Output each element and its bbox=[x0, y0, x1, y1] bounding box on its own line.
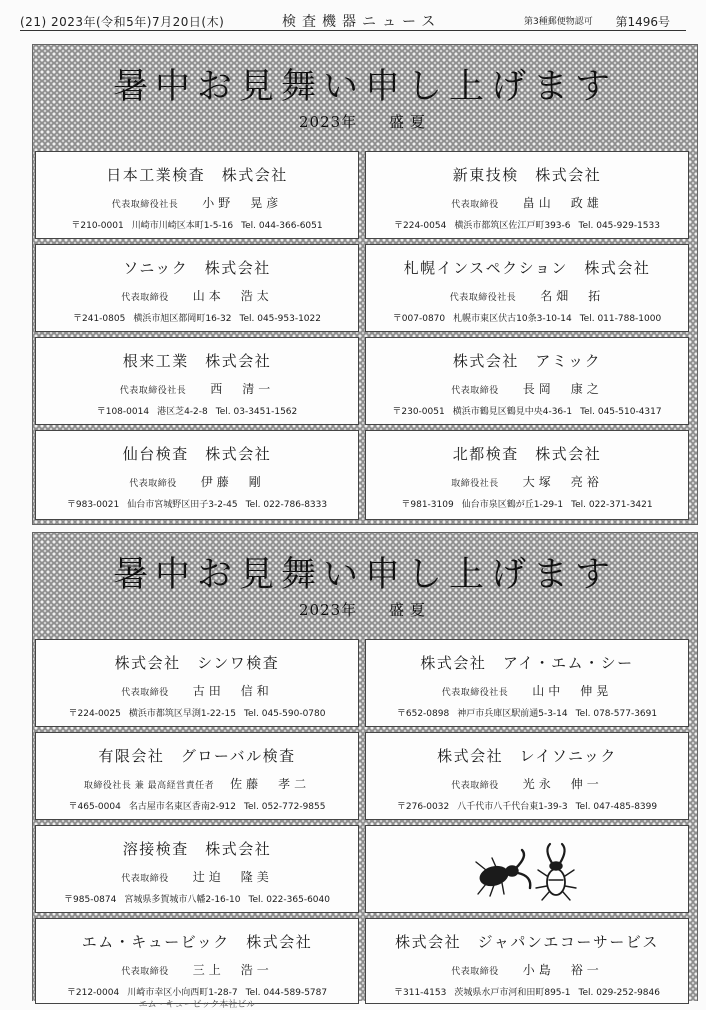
company-address bbox=[36, 892, 358, 905]
rep-name: 伊藤 剛 bbox=[200, 475, 265, 489]
company-card bbox=[35, 639, 359, 727]
street-address: 港区芝4-2-8 bbox=[157, 407, 208, 417]
company-name: エム・キュービック 株式会社 bbox=[81, 933, 313, 951]
phone-number: Tel. 022-365-6040 bbox=[248, 895, 330, 905]
phone-number: Tel. 052-772-9855 bbox=[244, 802, 326, 812]
issue-date: (21) 2023年(令和5年)7月20日(木) bbox=[20, 15, 225, 29]
representative bbox=[366, 773, 688, 792]
representative bbox=[366, 192, 688, 211]
rep-title: 代表取締役社長 bbox=[449, 293, 517, 303]
postal-code: 〒108-0014 bbox=[96, 407, 150, 417]
street-address: 川崎市幸区小向西町1-28-7 bbox=[127, 988, 238, 998]
rep-title: 代表取締役社長 bbox=[111, 200, 179, 210]
company-card bbox=[35, 337, 359, 425]
company-card bbox=[35, 244, 359, 332]
rep-name: 小島 裕一 bbox=[522, 963, 603, 977]
greeting-heading: 暑中お見舞い申し上げます bbox=[112, 67, 617, 107]
company-name: 株式会社 シンワ検査 bbox=[114, 654, 280, 672]
greeting-season: 盛夏 bbox=[388, 113, 431, 131]
rep-name: 西 清一 bbox=[210, 382, 275, 396]
company-address bbox=[36, 404, 358, 417]
postal-code: 〒465-0004 bbox=[68, 802, 121, 812]
representative bbox=[36, 773, 358, 792]
representative bbox=[36, 285, 358, 304]
greeting-section bbox=[32, 44, 698, 525]
rep-title: 代表取締役社長 bbox=[119, 386, 187, 396]
postal-code: 〒276-0032 bbox=[396, 802, 450, 812]
representative bbox=[36, 866, 358, 885]
representative bbox=[36, 471, 358, 490]
postal-code: 〒224-0054 bbox=[394, 221, 447, 231]
phone-number: Tel. 078-577-3691 bbox=[575, 709, 658, 719]
greeting-season: 盛夏 bbox=[388, 601, 431, 619]
phone-number: Tel. 045-590-0780 bbox=[244, 709, 326, 719]
company-card bbox=[35, 430, 359, 520]
postal-code: 〒311-4153 bbox=[394, 988, 447, 998]
rep-title: 代表取締役 bbox=[451, 781, 499, 791]
postal-permit: 第3種郵便物認可 bbox=[524, 17, 593, 27]
company-address bbox=[36, 799, 358, 812]
rep-title: 代表取締役 bbox=[121, 967, 169, 977]
representative bbox=[366, 285, 688, 304]
rep-name: 名畑 拓 bbox=[540, 289, 605, 303]
street-address: 茨城県水戸市河和田町895-1 bbox=[454, 988, 571, 998]
company-card bbox=[365, 244, 689, 332]
company-card bbox=[35, 825, 359, 913]
postal-code: 〒241-0805 bbox=[73, 314, 126, 324]
postal-code: 〒210-0001 bbox=[71, 221, 124, 231]
rep-name: 古田 信和 bbox=[192, 684, 273, 698]
rep-title: 代表取締役社長 bbox=[441, 688, 509, 698]
representative bbox=[36, 680, 358, 699]
rep-name: 三上 浩一 bbox=[192, 963, 273, 977]
company-name: 北都検査 株式会社 bbox=[452, 445, 602, 463]
company-address bbox=[366, 497, 688, 510]
company-card bbox=[35, 151, 359, 239]
phone-number: Tel. 045-510-4317 bbox=[580, 407, 662, 417]
company-card bbox=[365, 732, 689, 820]
rep-name: 大塚 亮裕 bbox=[522, 475, 603, 489]
company-name: 株式会社 レイソニック bbox=[437, 747, 617, 765]
publication-title: 検査機器ニュース bbox=[282, 14, 442, 30]
rep-title: 代表取締役 bbox=[129, 479, 177, 489]
company-address bbox=[366, 404, 688, 417]
postal-code: 〒224-0025 bbox=[68, 709, 121, 719]
rep-name: 畠山 政雄 bbox=[522, 196, 603, 210]
phone-number: Tel. 045-929-1533 bbox=[578, 221, 660, 231]
company-name: 札幌インスペクション 株式会社 bbox=[403, 259, 651, 277]
street-address: 仙台市泉区鶴が丘1-29-1 bbox=[461, 500, 564, 510]
company-name: 株式会社 アミック bbox=[452, 352, 602, 370]
street-address: 横浜市都筑区早渕1-22-15 bbox=[128, 709, 236, 719]
representative bbox=[366, 680, 688, 699]
postal-code: 〒985-0874 bbox=[64, 895, 117, 905]
company-name: 株式会社 アイ・エム・シー bbox=[420, 654, 634, 672]
greeting-heading: 暑中お見舞い申し上げます bbox=[112, 555, 617, 595]
issue-number: 第1496号 bbox=[615, 15, 670, 29]
postal-code: 〒981-3109 bbox=[401, 500, 454, 510]
stag-beetle-icon bbox=[456, 836, 596, 906]
greeting-banner bbox=[33, 533, 697, 635]
stag-beetles-illustration bbox=[456, 836, 596, 910]
rep-name: 光永 伸一 bbox=[522, 777, 603, 791]
greeting-subtitle bbox=[33, 111, 697, 132]
street-address: 横浜市都筑区佐江戸町393-6 bbox=[454, 221, 571, 231]
rep-title: 取締役社長 兼 最高経営責任者 bbox=[83, 781, 215, 791]
company-name: 株式会社 ジャパンエコーサービス bbox=[395, 933, 659, 951]
company-card bbox=[365, 151, 689, 239]
company-name: ソニック 株式会社 bbox=[123, 259, 271, 277]
phone-number: Tel. 022-371-3421 bbox=[571, 500, 653, 510]
company-name: 有限会社 グローバル検査 bbox=[98, 747, 296, 765]
illustration-card bbox=[365, 825, 689, 913]
company-address bbox=[366, 706, 688, 719]
rep-name: 山本 浩太 bbox=[192, 289, 273, 303]
company-card bbox=[365, 918, 689, 1004]
postal-code: 〒007-0870 bbox=[392, 314, 446, 324]
representative bbox=[36, 192, 358, 211]
phone-number: Tel. 047-485-8399 bbox=[575, 802, 658, 812]
company-name: 日本工業検査 株式会社 bbox=[106, 166, 288, 184]
building-name: エム・キュービック本社ビル bbox=[138, 1000, 256, 1010]
postal-code: 〒212-0004 bbox=[66, 988, 120, 998]
company-address bbox=[36, 311, 358, 324]
rep-title: 代表取締役 bbox=[121, 688, 169, 698]
company-name: 新東技検 株式会社 bbox=[452, 166, 602, 184]
phone-number: Tel. 044-589-5787 bbox=[245, 988, 328, 998]
representative bbox=[366, 959, 688, 978]
phone-number: Tel. 029-252-9846 bbox=[578, 988, 660, 998]
company-address bbox=[36, 497, 358, 510]
representative bbox=[366, 378, 688, 397]
company-address bbox=[366, 799, 688, 812]
street-address: 八千代市八千代台東1-39-3 bbox=[457, 802, 568, 812]
street-address: 宮城県多賀城市八幡2-16-10 bbox=[124, 895, 241, 905]
greeting-year: 2023年 bbox=[299, 113, 358, 131]
company-card bbox=[35, 732, 359, 820]
company-card bbox=[365, 639, 689, 727]
company-address bbox=[36, 218, 358, 231]
rep-title: 代表取締役 bbox=[121, 293, 169, 303]
greeting-banner bbox=[33, 45, 697, 147]
street-address: 札幌市東区伏古10条3-10-14 bbox=[453, 314, 572, 324]
representative bbox=[36, 378, 358, 397]
company-name: 仙台検査 株式会社 bbox=[122, 445, 272, 463]
postal-code: 〒230-0051 bbox=[392, 407, 445, 417]
phone-number: Tel. 022-786-8333 bbox=[245, 500, 328, 510]
company-address bbox=[366, 311, 688, 324]
representative bbox=[36, 959, 358, 978]
street-address: 神戸市兵庫区駅前通5-3-14 bbox=[457, 709, 568, 719]
rep-title: 代表取締役 bbox=[451, 200, 499, 210]
company-card bbox=[365, 337, 689, 425]
phone-number: Tel. 011-788-1000 bbox=[579, 314, 662, 324]
greeting-subtitle bbox=[33, 599, 697, 620]
postal-code: 〒652-0898 bbox=[396, 709, 450, 719]
greeting-year: 2023年 bbox=[299, 601, 358, 619]
street-address: 横浜市旭区都岡町16-32 bbox=[133, 314, 232, 324]
company-address bbox=[36, 706, 358, 719]
rep-name: 佐藤 孝二 bbox=[230, 777, 311, 791]
street-address: 川崎市川崎区本町1-5-16 bbox=[131, 221, 234, 231]
rep-name: 小野 晃彦 bbox=[202, 196, 283, 210]
street-address: 仙台市宮城野区田子3-2-45 bbox=[127, 500, 238, 510]
phone-number: Tel. 03-3451-1562 bbox=[215, 407, 298, 417]
greeting-section bbox=[32, 532, 698, 1010]
rep-title: 代表取締役 bbox=[121, 874, 169, 884]
street-address: 横浜市鶴見区鶴見中央4-36-1 bbox=[452, 407, 573, 417]
phone-number: Tel. 045-953-1022 bbox=[239, 314, 321, 324]
phone-number: Tel. 044-366-6051 bbox=[241, 221, 323, 231]
rep-title: 代表取締役 bbox=[451, 967, 499, 977]
rep-name: 長岡 康之 bbox=[522, 382, 603, 396]
company-name: 根来工業 株式会社 bbox=[122, 352, 272, 370]
company-address bbox=[366, 985, 688, 998]
street-address: 名古屋市名東区香南2-912 bbox=[128, 802, 236, 812]
rep-title: 取締役社長 bbox=[451, 479, 499, 489]
representative bbox=[366, 471, 688, 490]
rep-name: 山中 伸晃 bbox=[532, 684, 613, 698]
company-name: 溶接検査 株式会社 bbox=[122, 840, 272, 858]
newspaper-header bbox=[20, 8, 686, 31]
postal-code: 〒983-0021 bbox=[66, 500, 120, 510]
rep-title: 代表取締役 bbox=[451, 386, 499, 396]
company-address bbox=[366, 218, 688, 231]
rep-name: 辻迫 隆美 bbox=[192, 870, 273, 884]
company-card bbox=[365, 430, 689, 520]
company-card bbox=[35, 918, 359, 1010]
